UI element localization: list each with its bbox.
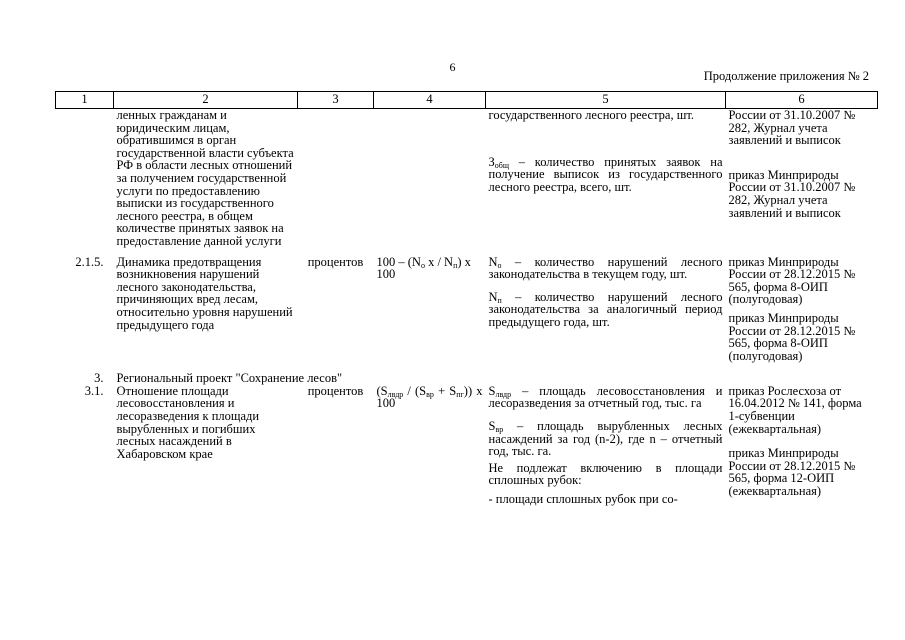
row-number: 3.1. [84, 383, 104, 398]
header-col-1: 1 [56, 92, 114, 109]
table-row-3-1 [56, 385, 878, 516]
continued-description: ленных гражданам и юридическим лицам, обратившимся в орган государственной власти субъекта РФ в области лесных отношений за получением государственной услуги по предоставлению выписки из государственного лесного реестра, в общем количестве принятых заявок на предоставление данной услуги [116, 108, 294, 248]
document-table [55, 91, 878, 516]
row-3-1-col5-item-4: - площади сплошных рубок при со- [488, 492, 678, 507]
row-2-1-5-col5-item-2: $N_п$ – количество нарушений лесного законодательства за аналогичный период предыдущего года, шт. [488, 289, 723, 329]
table-row-section-3 [56, 372, 878, 385]
row-unit: процентов [307, 254, 364, 269]
row-formula: $(S_{лвдр} / (S_{вр} + S_{пг}))$ х 100 [376, 383, 483, 411]
row-unit: процентов [307, 383, 364, 398]
row-3-1-col5-item-2: $S_{вр}$ – площадь вырубленных лесных насаждений за год (n-2), где n – отчетный год, тыс. га. [488, 419, 723, 459]
row-2-1-5-col5-item-1: $N_о$ – количество нарушений лесного законодательства в текущем году, шт. [488, 254, 723, 282]
header-col-2: 2 [114, 92, 298, 109]
table-row-continued [56, 109, 878, 256]
continued-source-1: России от 31.10.2007 № 282, Журнал учета заявлений и выписок [728, 108, 856, 148]
row-2-1-5-source-2: приказ Минприроды России от 28.12.2015 № 565, форма 8-ОИП (полугодовая) [728, 310, 856, 363]
row-2-1-5-source-1: приказ Минприроды России от 28.12.2015 № 565, форма 8-ОИП (полугодовая) [728, 254, 856, 307]
section-number: 3. [94, 371, 104, 386]
header-col-3: 3 [298, 92, 374, 109]
table-row-2-1-5 [56, 256, 878, 373]
row-3-1-source-1: приказ Рослесхоза от 16.04.2012 № 141, форма 1-субвенции (ежеквартальная) [728, 383, 862, 436]
row-3-1-col5-item-1: $S_{лвдр}$ – площадь лесовосстановления и лесоразведения за отчетный год, тыс. га [488, 383, 723, 411]
row-3-1-col5-item-3: Не подлежат включению в площади сплошных рубок: [488, 460, 723, 488]
continued-col5-item-1: государственного лесного реестра, шт. [488, 108, 695, 122]
header-col-6: 6 [726, 92, 878, 109]
continued-source-2: приказ Минприроды России от 31.10.2007 № 282, Журнал учета заявлений и выписок [728, 167, 856, 220]
row-description: Динамика предотвращения возникновения нарушений лесного законодательства, причиняющих вред лесам, относительно уровня нарушений предыдущего года [116, 254, 293, 332]
row-number: 2.1.5. [75, 254, 104, 269]
continuation-label: Продолжение приложения № 2 [703, 69, 869, 83]
section-title: Региональный проект "Сохранение лесов" [116, 371, 343, 386]
row-3-1-source-2: приказ Минприроды России от 28.12.2015 № 565, форма 12-ОИП (ежеквартальная) [728, 446, 856, 499]
table-header-row [56, 92, 878, 109]
row-description: Отношение площади лесовосстановления и лесоразведения к площади вырубленных и погибших лесных насаждений в Хабаровском крае [116, 383, 260, 461]
header-col-4: 4 [374, 92, 486, 109]
header-col-5: 5 [486, 92, 726, 109]
continued-col5-item-2: $З_{общ}$ – количество принятых заявок на получение выписок из государственного лесного реестра, всего, шт. [488, 154, 723, 194]
page-number: 6 [449, 60, 456, 74]
row-formula: $100 - (N_о$ х / $N_п$) х 100 [376, 254, 471, 282]
